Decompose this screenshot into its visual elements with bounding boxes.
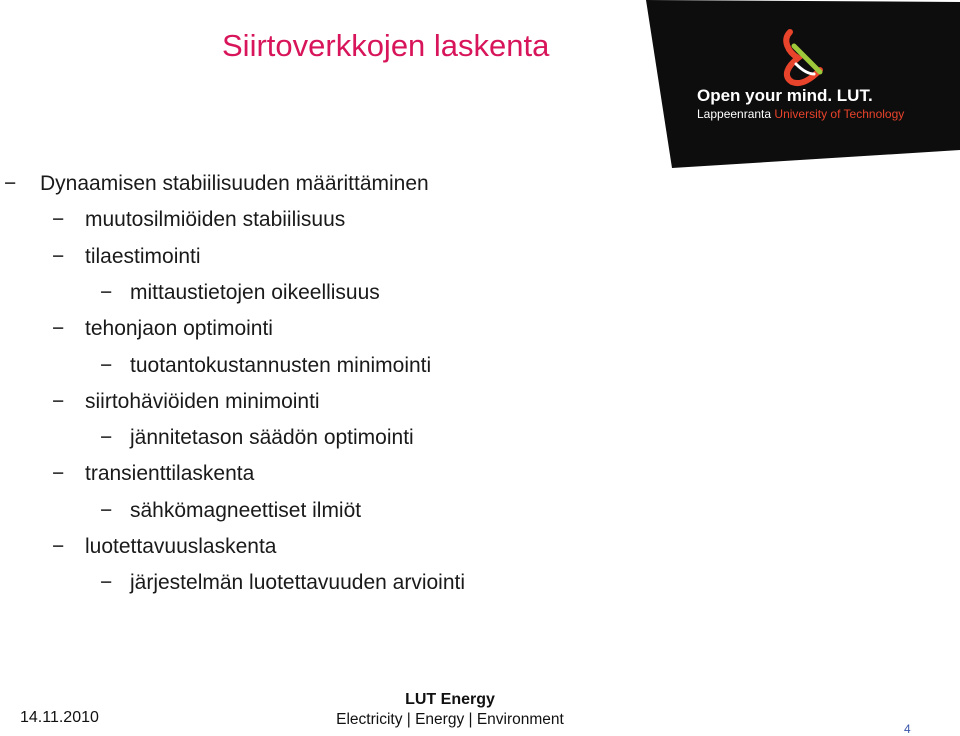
- bullet-text: muutosilmiöiden stabiilisuus: [85, 208, 346, 231]
- bullet-dash: −: [52, 317, 65, 340]
- footer-tagline: Electricity | Energy | Environment: [336, 711, 564, 728]
- bullet-text: tilaestimointi: [85, 245, 201, 268]
- bullet-dash: −: [100, 571, 113, 594]
- footer-brand: LUT Energy: [405, 691, 495, 708]
- bullet-dash: −: [52, 390, 65, 413]
- bullet-dash: −: [52, 245, 65, 268]
- page-number: 4: [904, 722, 911, 736]
- logo-university-prefix: Lappeenranta: [697, 107, 772, 121]
- bullet-text: tuotantokustannusten minimointi: [130, 354, 432, 377]
- slide-title: Siirtoverkkojen laskenta: [222, 28, 550, 63]
- footer-branding: [320, 690, 580, 730]
- bullet-dash: −: [52, 535, 65, 558]
- bullet-dash: −: [52, 208, 65, 231]
- bullet-dash: −: [100, 354, 113, 377]
- bullet-text: jännitetason säädön optimointi: [130, 426, 414, 449]
- bullet-text: siirtohäviöiden minimointi: [85, 390, 320, 413]
- bullet-dash: −: [100, 499, 113, 522]
- footer-date: 14.11.2010: [20, 709, 99, 726]
- bullet-text: Dynaamisen stabiilisuuden määrittäminen: [40, 172, 429, 195]
- bullet-text: järjestelmän luotettavuuden arviointi: [130, 571, 466, 594]
- bullet-text: luotettavuuslaskenta: [85, 535, 277, 558]
- bullet-dash: −: [100, 281, 113, 304]
- bullet-text: tehonjaon optimointi: [85, 317, 273, 340]
- logo-slogan: Open your mind. LUT.: [697, 86, 873, 105]
- bullet-text: mittaustietojen oikeellisuus: [130, 281, 380, 304]
- bullet-text: sähkömagneettiset ilmiöt: [130, 499, 362, 522]
- bullet-dash: −: [100, 426, 113, 449]
- bullet-text: transienttilaskenta: [85, 462, 255, 485]
- bullet-dash: −: [52, 462, 65, 485]
- logo-university-name: University of Technology: [774, 107, 905, 121]
- bullet-dash: −: [4, 172, 17, 195]
